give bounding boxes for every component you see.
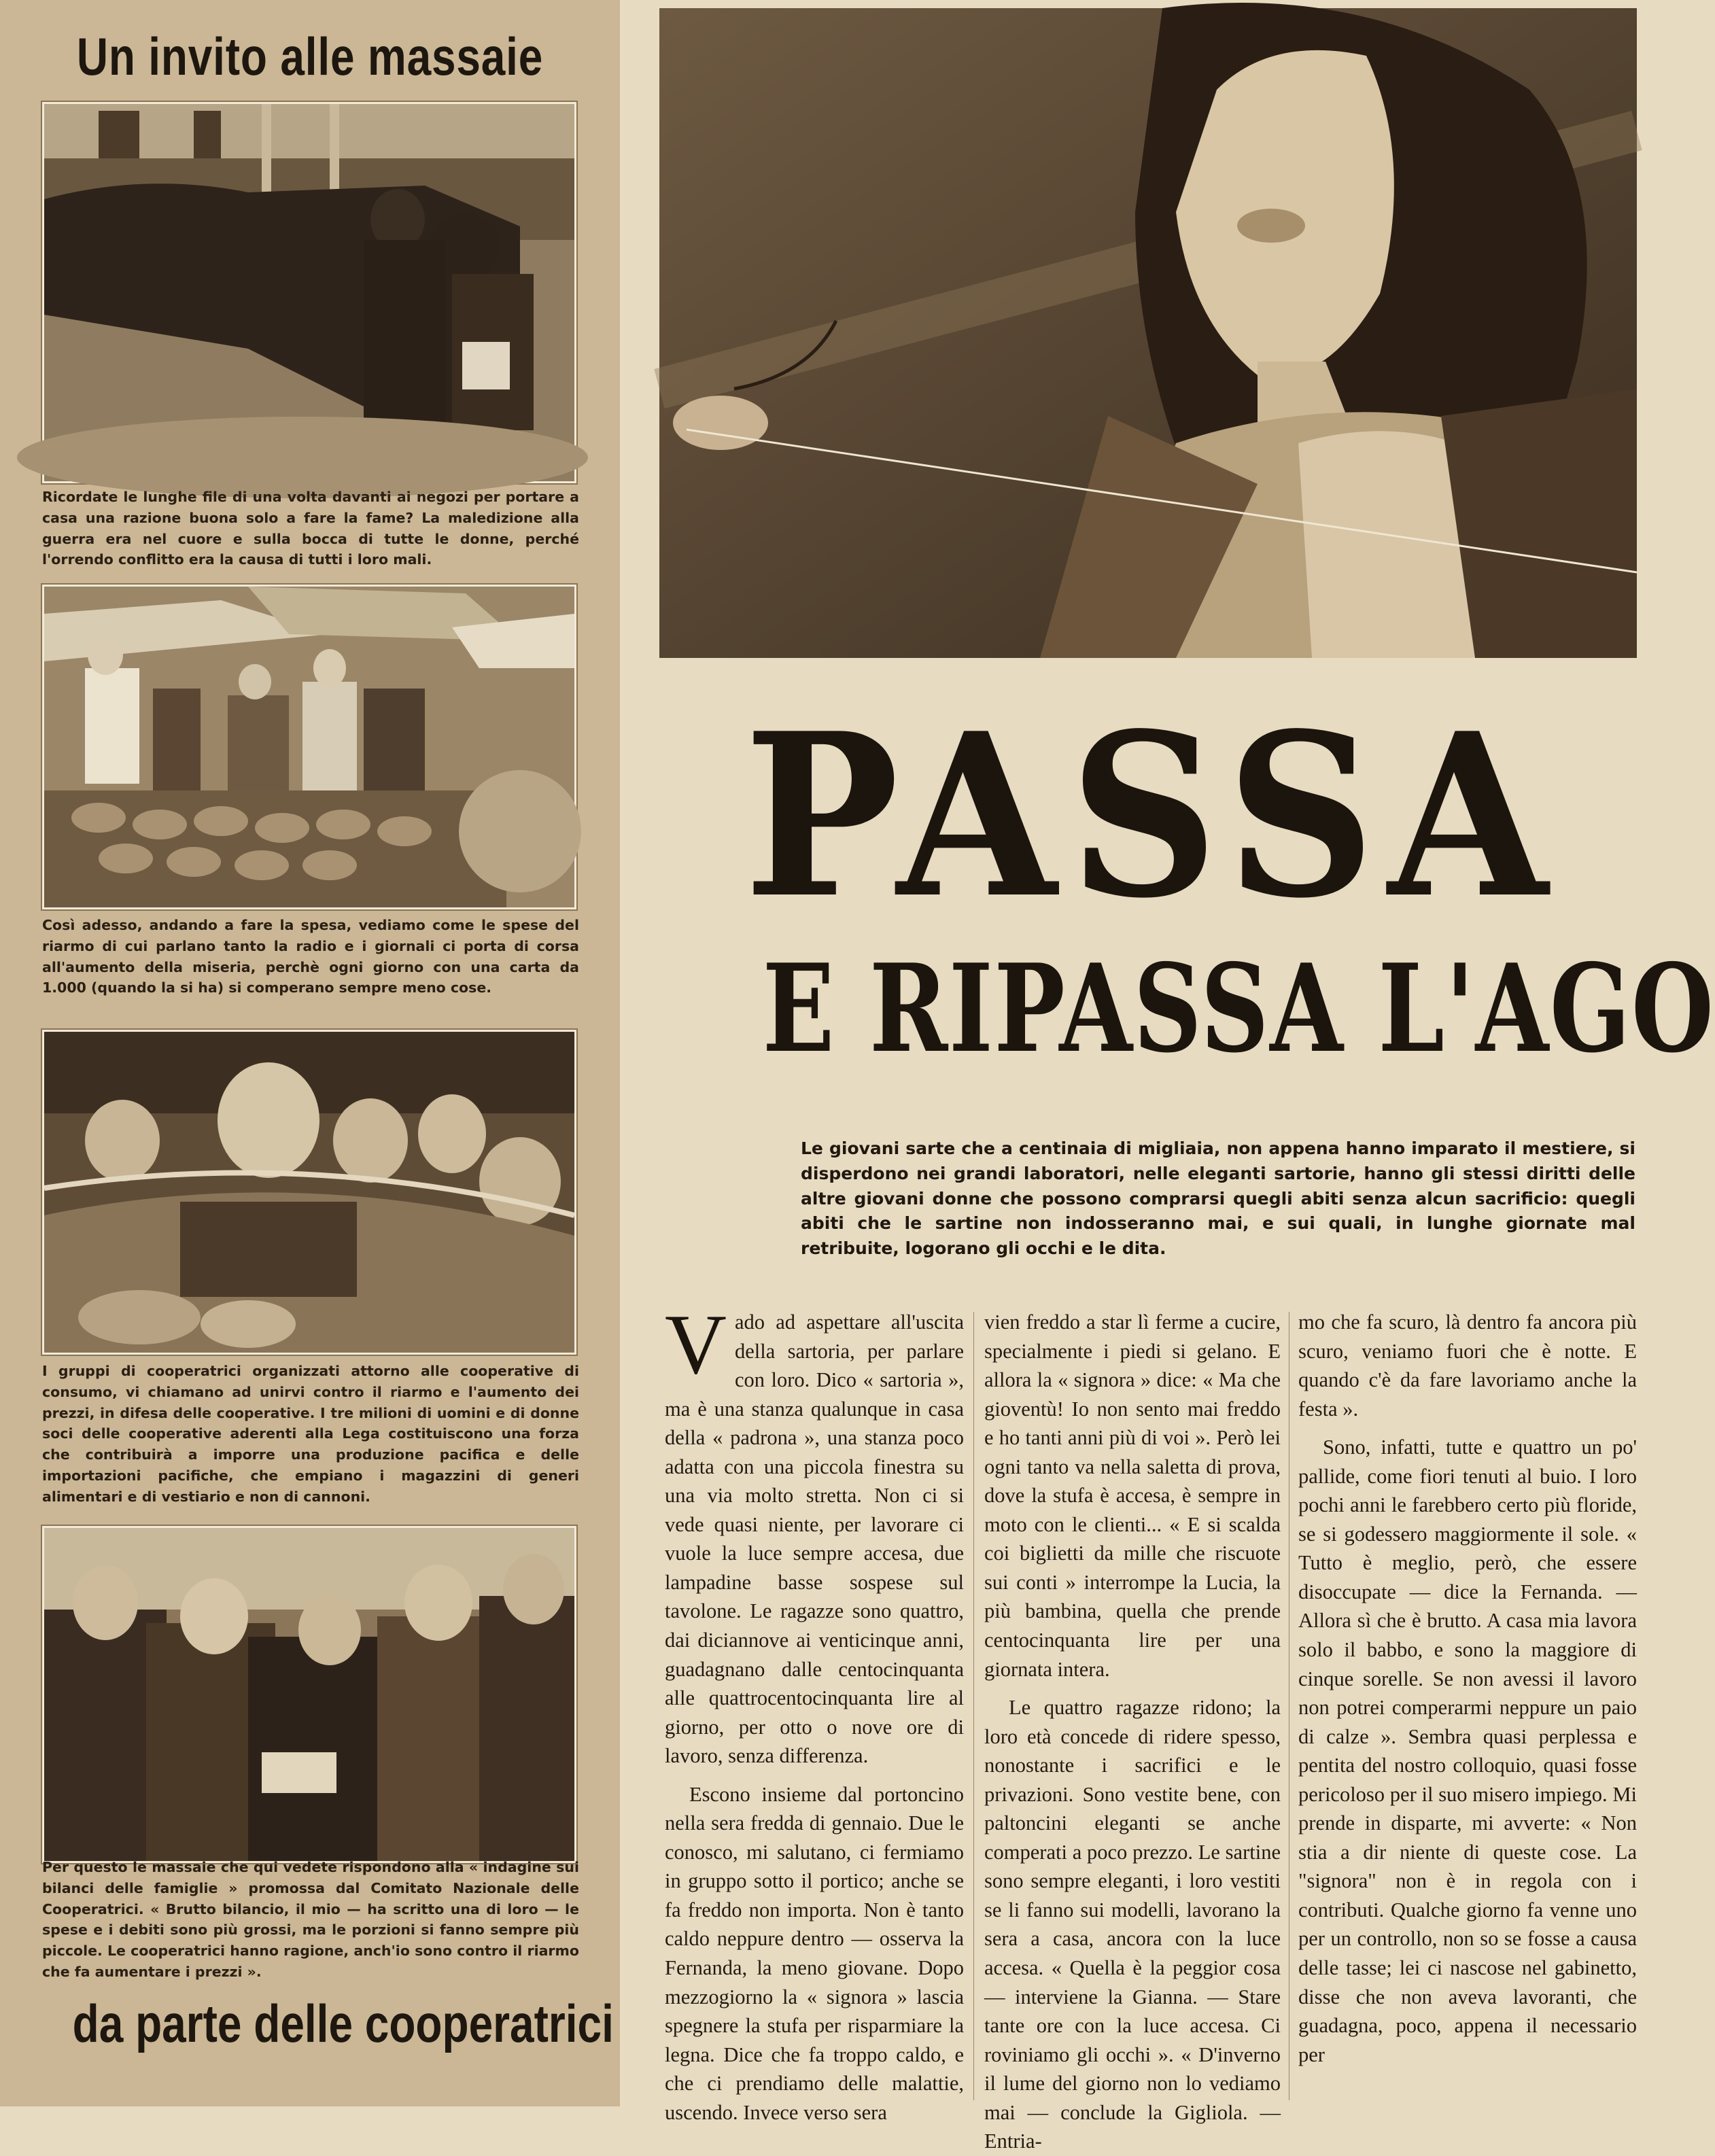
hero-photo bbox=[659, 8, 1637, 658]
photo-market-caption: Così adesso, andando a fare la spesa, vediamo come le spese del riarmo di cui parlano tanto la radio e i giornali ci porta di corsa all'aumento della miseria, perchè ogni giorno con una carta da 1.000 (quando la si ha) si comperano sempre meno cose. bbox=[42, 917, 579, 996]
photo-cooperatrici bbox=[42, 1030, 576, 1355]
photo-cooperatrici-caption: I gruppi di cooperatrici organizzati attorno alle cooperative di consumo, vi chiamano ad unirvi contro il riarmo e l'aumento dei prezzi, in difesa delle cooperative. I tre milioni di uomini e di donne soci delle cooperative aderenti alla Lega costituiscono una forza che contribuirà a imporre una produzione pacifica e delle importazioni pacifiche, che empiano i magazzini di generi alimentari e di vestiario e non di cannoni. bbox=[42, 1363, 579, 1505]
sidebar-footer-title: da parte delle cooperatrici bbox=[72, 1994, 614, 2053]
sidebar-title: Un invito alle massaie bbox=[76, 27, 544, 86]
column-2-paragraph-2: Le quattro ragazze ridono; la loro età concede di ridere spesso, nonostante i sacrifici e le privazioni. Sono vestite bene, con paltoncini eleganti se anche comperati a poco prezzo. Le sartine sono sempre eleganti, i loro vestiti se li fanno sui modelli, lavorano la sera a casa, ancora con la luce accesa. « Quella è la peggior cosa — interviene la Gianna. — Stare tante ore con la luce accesa. Ci roviniamo gli occhi ». « D'inverno il lume del giorno non lo vediamo mai — conclude la Gigliola. — Entria- bbox=[984, 1696, 1281, 2153]
article-column-3 bbox=[1298, 1308, 1637, 2103]
drop-cap: V bbox=[665, 1298, 727, 1392]
photo-market-image bbox=[44, 587, 574, 907]
photo-queue-caption: Ricordate le lunghe file di una volta davanti ai negozi per portare a casa una razione buona solo a fare la fame? La maledizione alla guerra era nel cuore e sulla bocca di tutte le donne, perché l'orrendo conflitto era la causa di tutti i loro mali. bbox=[42, 489, 579, 568]
headline-secondary: E RIPASSA L'AGO bbox=[762, 937, 1715, 1079]
photo-market bbox=[42, 585, 576, 909]
column-rule-1 bbox=[973, 1312, 974, 2100]
column-1-paragraph-1: ado ad aspettare all'uscita della sartoria, per parlare con loro. Dico « sartoria », ma è una stanza qualunque in casa della « padrona », una stanza poco adatta con una piccola finestra su una via molto stretta. Non ci si vede quasi niente, per lavorare ci vuole la luce sempre accesa, due lampadine basse sospese sul tavolone. Le ragazze sono quattro, dai diciannove ai venticinque anni, guadagnano dalle centocinquanta alle quattrocentocinquanta lire al giorno, per otto o nove ore di lavoro, senza differenza. bbox=[665, 1310, 964, 1768]
photo-cooperatrici-image bbox=[44, 1032, 574, 1353]
article-column-1 bbox=[665, 1298, 964, 2124]
column-2-paragraph-1: vien freddo a star lì ferme a cucire, specialmente i piedi si gelano. E allora la « signora » dice: « Ma che gioventù! Io non sento mai freddo e ho tanti anni più di voi ». Però lei ogni tanto va nella saletta di prova, dove la stufa è accesa, è sempre in moto con le clienti... « E si scalda coi biglietti da mille che riscuote sui conti » interrompe la Lucia, la più bambina, quella che prende centocinquanta lire per una giornata intera. bbox=[984, 1310, 1281, 1681]
column-3-paragraph-2: Sono, infatti, tutte e quattro un po' pallide, come fiori tenuti al buio. I loro pochi anni le farebbero certo più floride, se si godessero maggiormente il sole. « Tutto è meglio, però, che essere disoccupate — dice la Fernanda. — Allora sì che è brutto. A casa mia lavora solo il babbo, e sono la maggiore di cinque sorelle. Se non avessi il lavoro non potrei comperarmi neppure un paio di calze ». Sembra quasi perplessa e pentita del nostro colloquio, quasi fosse pericoloso per il suo misero impiego. Mi prende in disparte, mi avverte: « Non stia a dir niente di queste cose. La "signora" non è in regola con i contributi. Qualche giorno fa venne uno per un controllo, non so se fosse a causa delle tasse; lei ci nascose nel gabinetto, disse che non aveva lavoranti, che guadagna, poco, appena il necessario per bbox=[1298, 1436, 1637, 2066]
column-3-paragraph-1: mo che fa scuro, là dentro fa ancora più scuro, veniamo fuori che è notte. E quando c'è da fare lavoriamo anche la festa ». bbox=[1298, 1310, 1637, 1421]
sidebar-panel bbox=[0, 0, 620, 2106]
hero-photo-image bbox=[659, 8, 1637, 658]
headline-primary: PASSA bbox=[744, 684, 1561, 947]
article-column-2 bbox=[984, 1308, 1281, 2153]
photo-massaie-caption: Per questo le massaie che qui vedete rispondono alla « indagine sui bilanci delle famiglie » promossa dal Comitato Nazionale delle Cooperatrici. « Brutto bilancio, il mio — ha scritto una di loro — le spese e i debiti sono più grossi, ma le porzioni si fanno sempre più piccole. Le cooperatrici hanno ragione, anch'io sono contro il riarmo che fa aumentare i prezzi ». bbox=[42, 1859, 579, 1980]
photo-queue bbox=[42, 102, 576, 483]
article-lead: Le giovani sarte che a centinaia di migliaia, non appena hanno imparato il mestiere, si disperdono nei grandi laboratori, nelle eleganti sartorie, hanno gli stessi diritti delle altre giovani donne che possono comprarsi quegli abiti senza alcun sacrificio: quegli abiti che le sartine non indosseranno mai, e sui quali, in lunghe giornate mal retribuite, logorano gli occhi e le dita. bbox=[801, 1138, 1635, 1258]
column-1-paragraph-2: Escono insieme dal portoncino nella sera fredda di gennaio. Due le conosco, mi salutano, ci fermiamo in gruppo sotto il portico; anche se fa freddo non importa. Non è tanto caldo neppure dentro — osserva la Fernanda, la meno giovane. Dopo mezzogiorno la « signora » lascia spegnere la stufa per risparmiare la legna. Dice che fa troppo caldo, e che ci prendiamo delle malattie, uscendo. Invece verso sera bbox=[665, 1782, 964, 2124]
photo-queue-image bbox=[44, 104, 574, 481]
photo-massaie bbox=[42, 1526, 576, 1863]
photo-massaie-image bbox=[44, 1528, 574, 1861]
